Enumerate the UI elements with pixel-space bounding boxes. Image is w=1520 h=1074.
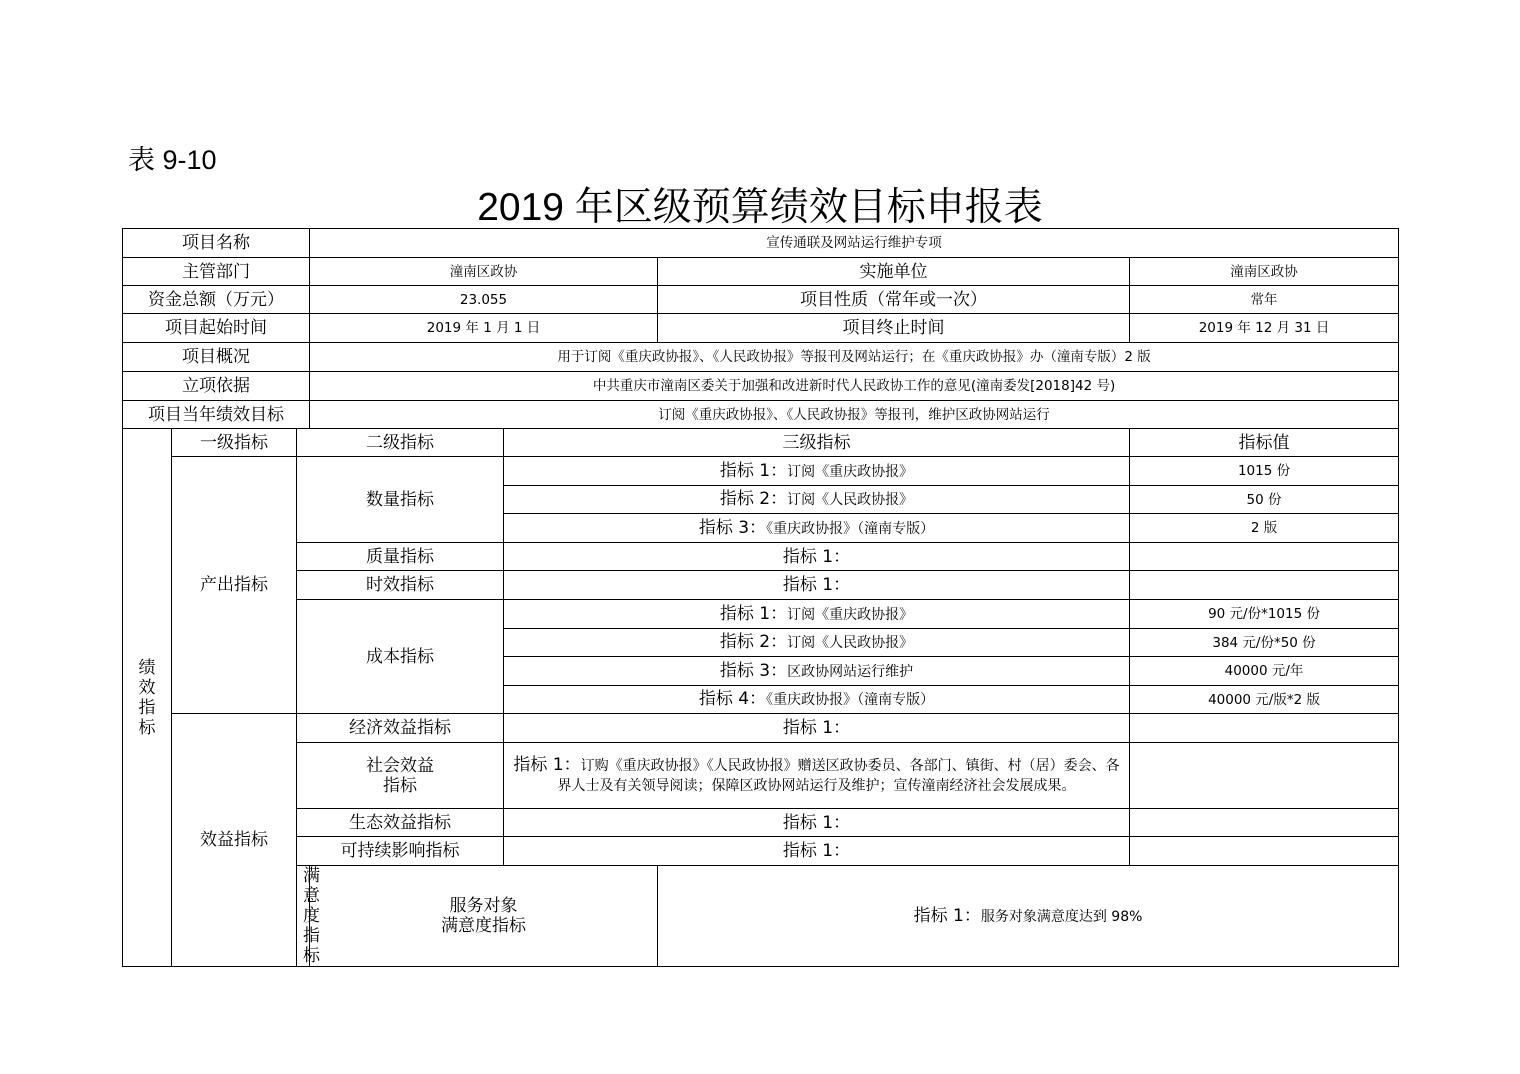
table-row xyxy=(123,714,1399,743)
sustainability-indicator-label: 可持续影响指标 xyxy=(297,837,504,866)
cost-value-1: 90 元/份*1015 份 xyxy=(1130,600,1399,629)
overview-label: 项目概况 xyxy=(123,343,310,372)
row-project-name xyxy=(123,229,1399,258)
quantity-value-3: 2 版 xyxy=(1130,514,1399,543)
end-value: 2019 年 12 月 31 日 xyxy=(1130,314,1399,343)
quality-indicator-label: 质量指标 xyxy=(297,543,504,571)
quality-indicator-1: 指标 1： xyxy=(504,543,1130,571)
cost-indicator-4: 指标 4：《重庆政协报》（潼南专版） xyxy=(504,686,1130,714)
row-indicator-header xyxy=(123,429,1399,457)
budget-performance-table xyxy=(122,228,1399,967)
table-row xyxy=(123,571,1399,600)
sustainability-value-1 xyxy=(1130,837,1399,866)
dept-label: 主管部门 xyxy=(123,258,310,286)
project-name-value: 宣传通联及网站运行维护专项 xyxy=(310,229,1399,258)
quantity-indicator-1: 指标 1：订阅《重庆政协报》 xyxy=(504,457,1130,486)
start-value: 2019 年 1 月 1 日 xyxy=(310,314,658,343)
col-header-level2: 二级指标 xyxy=(297,429,504,457)
eco-indicator-label: 生态效益指标 xyxy=(297,809,504,837)
basis-label: 立项依据 xyxy=(123,372,310,401)
goal-label: 项目当年绩效目标 xyxy=(123,401,310,429)
cost-indicator-3: 指标 3：区政协网站运行维护 xyxy=(504,657,1130,686)
nature-value: 常年 xyxy=(1130,286,1399,314)
table-number: 表 9-10 xyxy=(128,145,217,175)
eco-value-1 xyxy=(1130,809,1399,837)
table-row xyxy=(123,866,1399,967)
row-basis xyxy=(123,372,1399,401)
row-dates xyxy=(123,314,1399,343)
quantity-indicator-2: 指标 2：订阅《人民政协报》 xyxy=(504,486,1130,514)
cost-indicator-label: 成本指标 xyxy=(297,600,504,714)
sustainability-indicator-1: 指标 1： xyxy=(504,837,1130,866)
row-funds xyxy=(123,286,1399,314)
funds-value: 23.055 xyxy=(310,286,658,314)
economic-indicator-label: 经济效益指标 xyxy=(297,714,504,743)
social-value-1 xyxy=(1130,743,1399,809)
basis-value: 中共重庆市潼南区委关于加强和改进新时代人民政协工作的意见(潼南委发[2018]42 号) xyxy=(310,372,1399,401)
row-department xyxy=(123,258,1399,286)
project-name-label: 项目名称 xyxy=(123,229,310,258)
table-row xyxy=(123,543,1399,571)
service-satisfaction-indicator-1: 指标 1：服务对象满意度达到 98% xyxy=(658,866,1399,967)
service-satisfaction-label: 服务对象 满意度指标 xyxy=(310,866,658,967)
cost-indicator-2: 指标 2：订阅《人民政协报》 xyxy=(504,629,1130,657)
quantity-indicator-3: 指标 3：《重庆政协报》（潼南专版） xyxy=(504,514,1130,543)
benefit-indicator-label: 效益指标 xyxy=(172,714,297,967)
col-header-value: 指标值 xyxy=(1130,429,1399,457)
table-row xyxy=(123,837,1399,866)
row-overview xyxy=(123,343,1399,372)
table-row xyxy=(123,600,1399,629)
cost-indicator-1: 指标 1：订阅《重庆政协报》 xyxy=(504,600,1130,629)
start-label: 项目起始时间 xyxy=(123,314,310,343)
dept-value: 潼南区政协 xyxy=(310,258,658,286)
impl-label: 实施单位 xyxy=(658,258,1130,286)
quality-value-1 xyxy=(1130,543,1399,571)
output-indicator-label: 产出指标 xyxy=(172,457,297,714)
cost-value-2: 384 元/份*50 份 xyxy=(1130,629,1399,657)
timeliness-indicator-label: 时效指标 xyxy=(297,571,504,600)
funds-label: 资金总额（万元） xyxy=(123,286,310,314)
nature-label: 项目性质（常年或一次） xyxy=(658,286,1130,314)
impl-value: 潼南区政协 xyxy=(1130,258,1399,286)
cost-value-4: 40000 元/版*2 版 xyxy=(1130,686,1399,714)
row-goal xyxy=(123,401,1399,429)
table-row xyxy=(123,457,1399,486)
quantity-value-1: 1015 份 xyxy=(1130,457,1399,486)
goal-value: 订阅《重庆政协报》、《人民政协报》等报刊，维护区政协网站运行 xyxy=(310,401,1399,429)
satisfaction-indicator-label: 满意度指标 xyxy=(297,866,310,967)
col-header-level3: 三级指标 xyxy=(504,429,1130,457)
eco-indicator-1: 指标 1： xyxy=(504,809,1130,837)
economic-value-1 xyxy=(1130,714,1399,743)
quantity-indicator-label: 数量指标 xyxy=(297,457,504,543)
timeliness-value-1 xyxy=(1130,571,1399,600)
economic-indicator-1: 指标 1： xyxy=(504,714,1130,743)
timeliness-indicator-1: 指标 1： xyxy=(504,571,1130,600)
overview-value: 用于订阅《重庆政协报》、《人民政协报》等报刊及网站运行；在《重庆政协报》办（潼南专版）2 版 xyxy=(310,343,1399,372)
document-title: 2019 年区级预算绩效目标申报表 xyxy=(477,186,1043,229)
table-row xyxy=(123,743,1399,809)
col-header-level1: 一级指标 xyxy=(172,429,297,457)
table-row xyxy=(123,809,1399,837)
quantity-value-2: 50 份 xyxy=(1130,486,1399,514)
social-indicator-1: 指标 1：订购《重庆政协报》《人民政协报》赠送区政协委员、各部门、镇街、村（居）委会、各界人士及有关领导阅读；保障区政协网站运行及维护；宣传潼南经济社会发展成果。 xyxy=(504,743,1130,809)
cost-value-3: 40000 元/年 xyxy=(1130,657,1399,686)
performance-indicators-label: 绩效指标 xyxy=(123,429,172,967)
social-indicator-label: 社会效益指标 xyxy=(297,743,504,809)
end-label: 项目终止时间 xyxy=(658,314,1130,343)
